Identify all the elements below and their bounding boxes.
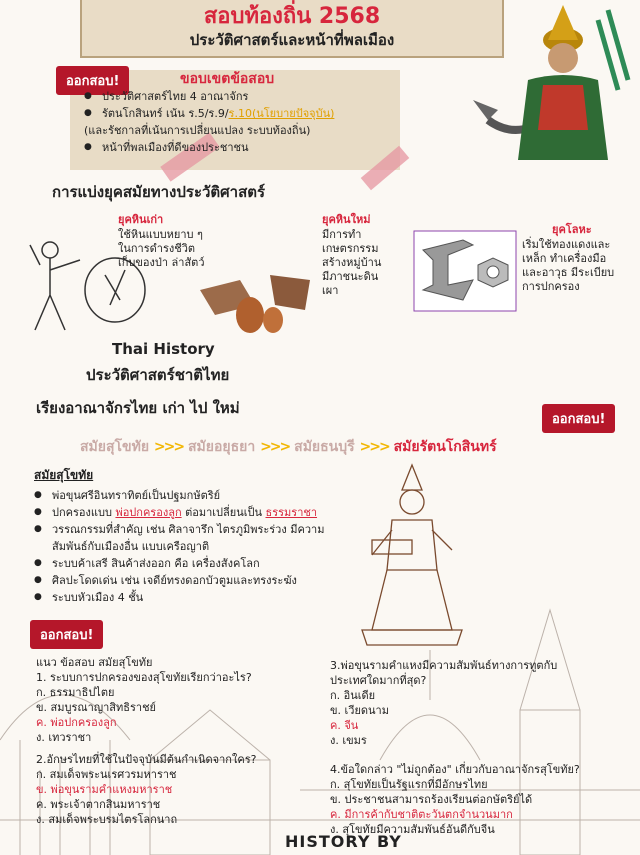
exam-badge: ออกสอบ! [56,66,129,95]
timeline-era: สมัยธนบุรี [294,439,355,455]
question-4: 4.ข้อใดกล่าว "ไม่ถูกต้อง" เกี่ยวกับอาณาจักรสุโขทัย? ก. สุโขทัยเป็นรัฐแรกที่มีอักษรไทย ข. ประชาชนสามารถร้องเรียนต่อกษัตริย์ได้ ค. มีการค้ากับชาติตะวันตกจำนวนมาก ง. สุโขทัยมีความสัมพันธ์อันดีกับจีน [330,763,580,836]
page-title: สอบท้องถิ่น 2568 [203,4,381,29]
timeline [80,436,497,458]
arrow-icon: >>> [260,439,290,455]
page-subtitle: ประวัติศาสตร์และหน้าที่พลเมือง [189,31,395,49]
question-1: 1. ระบบการปกครองของสุโขทัยเรียกว่าอะไร? ก. ธรรมาธิปไตย ข. สมบูรณาญาสิทธิราชย์ ค. พ่อปกครองลูก ง. เทวราชา [36,671,252,744]
thai-history-line2: เรียงอาณาจักรไทย เก่า ไป ใหม่ [36,399,240,417]
timeline-era: สมัยสุโขทัย [80,439,150,455]
list-item: ● รัตนโกสินทร์ เน้น ร.5/ร.9/ร.10(นโยบายปัจจุบัน) [84,105,404,122]
thai-history-label: Thai History [112,340,215,358]
header-banner [80,0,504,58]
timeline-era: สมัยรัตนโกสินทร์ [393,439,497,455]
thai-history-line1: ประวัติศาสตร์ชาติไทย [86,366,230,384]
arrow-icon: >>> [359,439,389,455]
list-item: ● วรรณกรรมที่สำคัญ เช่น ศิลาจารึก ไตรภูมิพระร่วง มีความ สัมพันธ์กับเมืองอื่น แบบเครือญาติ [34,521,384,555]
list-item: ● ประวัติศาสตร์ไทย 4 อาณาจักร [84,88,404,105]
list-item: ● ระบบหัวเมือง 4 ชั้น [34,589,384,606]
pottery-illustration [195,260,320,340]
arrow-icon: >>> [153,439,184,455]
timeline-era: สมัยอยุธยา [188,439,256,455]
quiz-intro: แนว ข้อสอบ สมัยสุโขทัย [36,656,153,669]
periods-heading: การแบ่งยุคสมัยทางประวัติศาสตร์ [52,183,266,201]
scope-note: (และรัชกาลที่เน้นการเปลี่ยนแปลง ระบบท้องถิ่น) [84,124,311,137]
footer-brand: HISTORY BY [285,832,402,851]
thai-warrior-illustration [468,0,640,160]
question-3: 3.พ่อขุนรามคำแหงมีความสัมพันธ์ทางการทูตกับ ประเทศใดมากที่สุด? ก. อินเดีย ข. เวียดนาม ค. จีน ง. เขมร [330,659,558,747]
question-2: 2.อักษรไทยที่ใช้ในปัจจุบันมีต้นกำเนิดจากใคร? ก. สมเด็จพระนเรศวรมหาราช ข. พ่อขุนรามคำแหงมหาราช ค. พระเจ้าตากสินมหาราช ง. สมเด็จพระบรมไตรโลกนาถ [36,753,257,826]
era-old-stone: ยุคหินเก่า ใช้หินแบบหยาบ ๆ ในการดำรงชีวิต เก็บของป่า ล่าสัตว์ [118,213,205,269]
scope-title: ขอบเขตข้อสอบ [180,71,275,87]
list-item: ● ระบบค้าเสรี สินค้าส่งออก คือ เครื่องสังคโลก [34,555,384,572]
exam-badge: ออกสอบ! [30,620,103,649]
iron-beam-illustration [413,230,517,312]
list-item: ● พ่อขุนศรีอินทราทิตย์เป็นปฐมกษัตริย์ [34,487,384,504]
sukhothai-list [34,487,384,606]
list-item: ● หน้าที่พลเมืองที่ดีของประชาชน [84,139,404,156]
list-item: ● ศิลปะโดดเด่น เช่น เจดีย์ทรงดอกบัวตูมและทรงระฆัง [34,572,384,589]
exam-badge: ออกสอบ! [542,404,615,433]
sukhothai-heading: สมัยสุโขทัย [34,468,94,482]
scope-list [84,88,404,156]
era-new-stone: ยุคหินใหม่ มีการทำ เกษตรกรรม สร้างหมู่บ้าน มีภาชนะดิน เผา [322,213,382,297]
list-item: ● ปกครองแบบ พ่อปกครองลูก ต่อมาเปลี่ยนเป็น ธรรมราชา [34,504,384,521]
era-metal: ยุคโลหะ เริ่มใช้ทองแดงและ เหล็ก ทำเครื่องมือ และอาวุธ มีระเบียบ การปกครอง [522,223,615,293]
